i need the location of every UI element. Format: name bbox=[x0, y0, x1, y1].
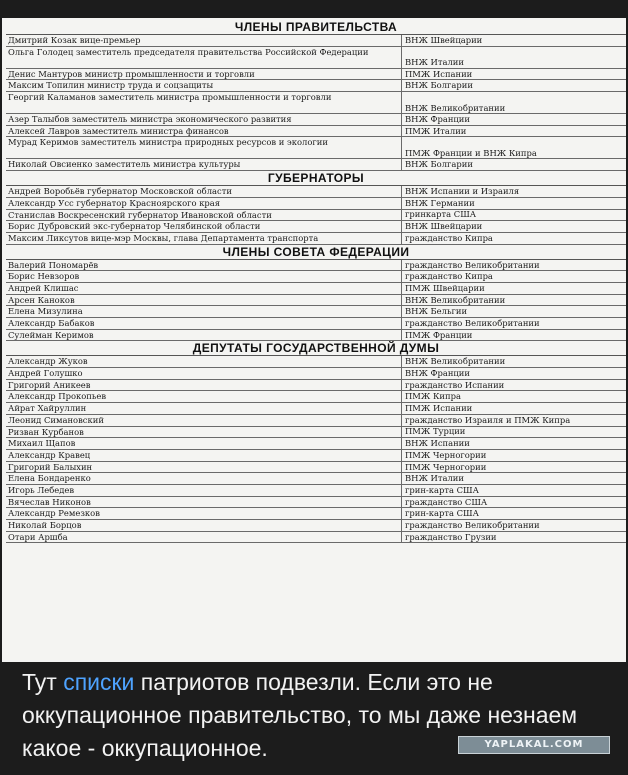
watermark-logo: YAPLAKAL.COM bbox=[458, 736, 610, 754]
table-row bbox=[6, 126, 626, 138]
table-row bbox=[6, 137, 626, 159]
table-row bbox=[6, 271, 626, 283]
residency-status: ВНЖ Великобритании bbox=[405, 294, 506, 305]
table-row bbox=[6, 69, 626, 81]
official-name: Ризван Курбанов bbox=[6, 427, 402, 438]
residency-status: гражданство Израиля и ПМЖ Кипра bbox=[405, 414, 571, 425]
table-row bbox=[6, 450, 626, 462]
table-row bbox=[6, 186, 626, 198]
table-row bbox=[6, 92, 626, 114]
residency-status: ВНЖ Франции bbox=[405, 114, 470, 125]
table-row bbox=[6, 391, 626, 403]
residency-status: гражданство Великобритании bbox=[405, 520, 540, 530]
official-name: Сулейман Керимов bbox=[6, 330, 402, 341]
residency-status: ВНЖ Великобритании bbox=[405, 356, 506, 367]
official-name: Станислав Воскресенский губернатор Ивановской области bbox=[6, 210, 402, 221]
official-name: Александр Ремезков bbox=[6, 508, 402, 519]
official-name: Григорий Балыхин bbox=[6, 462, 402, 473]
table-row bbox=[6, 295, 626, 307]
residency-status: ВНЖ Болгарии bbox=[405, 159, 473, 170]
official-name: Александр Прокопьев bbox=[6, 391, 402, 402]
residency-status: гринкарта США bbox=[405, 209, 477, 220]
residency-status: гражданство США bbox=[405, 496, 488, 507]
official-name: Александр Бабаков bbox=[6, 318, 402, 329]
table-row bbox=[6, 438, 626, 450]
table-row bbox=[6, 403, 626, 415]
official-name: Леонид Симановский bbox=[6, 415, 402, 426]
residency-status: ВНЖ Болгарии bbox=[405, 80, 473, 91]
table-row bbox=[6, 221, 626, 233]
official-name: Николай Овсиенко заместитель министра культуры bbox=[6, 159, 402, 170]
official-name: Борис Невзоров bbox=[6, 271, 402, 282]
residency-status: гражданство Испании bbox=[405, 379, 505, 390]
residency-status: ВНЖ Великобритании bbox=[405, 102, 506, 113]
official-name: Александр Кравец bbox=[6, 450, 402, 461]
residency-status: гражданство Кипра bbox=[405, 271, 493, 282]
residency-status: ПМЖ Черногории bbox=[405, 461, 487, 472]
official-name: Михаил Щапов bbox=[6, 438, 402, 449]
residency-status: ПМЖ Турции bbox=[405, 426, 466, 437]
table-row bbox=[6, 306, 626, 318]
table-row bbox=[6, 520, 626, 532]
table-row bbox=[6, 198, 626, 210]
residency-status: ПМЖ Кипра bbox=[405, 391, 461, 402]
section-title: ГУБЕРНАТОРЫ bbox=[6, 171, 626, 186]
official-name: Максим Ликсутов вице-мэр Москвы, глава Департамента транспорта bbox=[6, 233, 402, 244]
residency-status: гражданство Грузии bbox=[405, 531, 497, 542]
official-name: Григорий Аникеев bbox=[6, 380, 402, 391]
table-row bbox=[6, 368, 626, 380]
official-name: Александр Усс губернатор Красноярского края bbox=[6, 198, 402, 209]
official-name: Борис Дубровский экс-губернатор Челябинской области bbox=[6, 221, 402, 232]
residency-status: грин-карта США bbox=[405, 508, 479, 519]
table-row bbox=[6, 356, 626, 368]
table-row bbox=[6, 283, 626, 295]
table-row bbox=[6, 47, 626, 69]
residency-status: ПМЖ Франции и ВНЖ Кипра bbox=[405, 148, 537, 159]
official-name: Андрей Клишас bbox=[6, 283, 402, 294]
table-row bbox=[6, 80, 626, 92]
official-name: Александр Жуков bbox=[6, 356, 402, 367]
table-row bbox=[6, 210, 626, 222]
official-name: Андрей Голушко bbox=[6, 368, 402, 379]
document-scan bbox=[2, 18, 626, 662]
official-name: Ольга Голодец заместитель председателя правительства Российской Федерации bbox=[6, 47, 402, 68]
official-name: Игорь Лебедев bbox=[6, 485, 402, 496]
caption-after: патриотов подвезли. Если это не оккупационное правительство, то мы даже незнаем какое - оккупационное. bbox=[22, 669, 578, 761]
table-row bbox=[6, 508, 626, 520]
residency-status: ПМЖ Черногории bbox=[405, 449, 487, 460]
residency-status: гражданство Кипра bbox=[405, 232, 493, 243]
residency-status: ВНЖ Бельгии bbox=[405, 306, 468, 317]
section-title: ДЕПУТАТЫ ГОСУДАРСТВЕННОЙ ДУМЫ bbox=[6, 341, 626, 356]
table-row bbox=[6, 427, 626, 439]
table-row bbox=[6, 415, 626, 427]
section-title: ЧЛЕНЫ ПРАВИТЕЛЬСТВА bbox=[6, 20, 626, 35]
table-row bbox=[6, 330, 626, 342]
residency-status: ПМЖ Швейцарии bbox=[405, 282, 485, 293]
official-name: Арсен Каноков bbox=[6, 295, 402, 306]
section-title: ЧЛЕНЫ СОВЕТА ФЕДЕРАЦИИ bbox=[6, 245, 626, 260]
residency-status: ВНЖ Швейцарии bbox=[405, 35, 483, 45]
official-name: Дмитрий Козак вице-премьер bbox=[6, 35, 402, 46]
official-name: Мурад Керимов заместитель министра природных ресурсов и экологии bbox=[6, 137, 402, 158]
residency-status: ПМЖ Франции bbox=[405, 329, 473, 340]
official-name: Валерий Пономарёв bbox=[6, 260, 402, 271]
residency-status: гражданство Великобритании bbox=[405, 318, 540, 328]
table-row bbox=[6, 318, 626, 330]
official-name: Георгий Каламанов заместитель министра промышленности и торговли bbox=[6, 92, 402, 113]
table-row bbox=[6, 159, 626, 171]
official-name: Алексей Лавров заместитель министра финансов bbox=[6, 126, 402, 137]
table-row bbox=[6, 485, 626, 497]
official-name: Отари Аршба bbox=[6, 532, 402, 543]
residency-status: ПМЖ Испании bbox=[405, 68, 473, 79]
official-name: Денис Мантуров министр промышленности и торговли bbox=[6, 69, 402, 80]
table-row bbox=[6, 35, 626, 47]
residency-status: ВНЖ Германии bbox=[405, 197, 475, 208]
caption-link-lists[interactable]: списки bbox=[63, 669, 135, 695]
table-row bbox=[6, 497, 626, 509]
official-name: Айрат Хайруллин bbox=[6, 403, 402, 414]
table-row bbox=[6, 532, 626, 544]
official-name: Вячеслав Никонов bbox=[6, 497, 402, 508]
residency-status: грин-карта США bbox=[405, 484, 479, 495]
residency-status: гражданство Великобритании bbox=[405, 259, 540, 270]
residency-status: ВНЖ Франции bbox=[405, 368, 470, 379]
caption-before: Тут bbox=[22, 669, 64, 695]
official-name: Елена Мизулина bbox=[6, 306, 402, 317]
residency-status: ВНЖ Италии bbox=[405, 473, 464, 484]
residency-status: ВНЖ Италии bbox=[405, 57, 464, 68]
officials-table bbox=[6, 20, 626, 543]
residency-status: ВНЖ Испании и Израиля bbox=[405, 186, 520, 197]
table-row bbox=[6, 380, 626, 392]
residency-status: ВНЖ Швейцарии bbox=[405, 221, 483, 232]
official-name: Николай Борцов bbox=[6, 520, 402, 531]
table-row bbox=[6, 260, 626, 272]
table-row bbox=[6, 233, 626, 245]
official-name: Азер Талыбов заместитель министра экономического развития bbox=[6, 114, 402, 125]
official-name: Максим Топилин министр труда и соцзащиты bbox=[6, 80, 402, 91]
residency-status: ПМЖ Испании bbox=[405, 403, 473, 414]
official-name: Елена Бондаренко bbox=[6, 473, 402, 484]
table-row bbox=[6, 114, 626, 126]
official-name: Андрей Воробьёв губернатор Московской области bbox=[6, 186, 402, 197]
residency-status: ВНЖ Испании bbox=[405, 438, 470, 449]
residency-status: ПМЖ Италии bbox=[405, 125, 467, 136]
table-row bbox=[6, 473, 626, 485]
table-row bbox=[6, 462, 626, 474]
